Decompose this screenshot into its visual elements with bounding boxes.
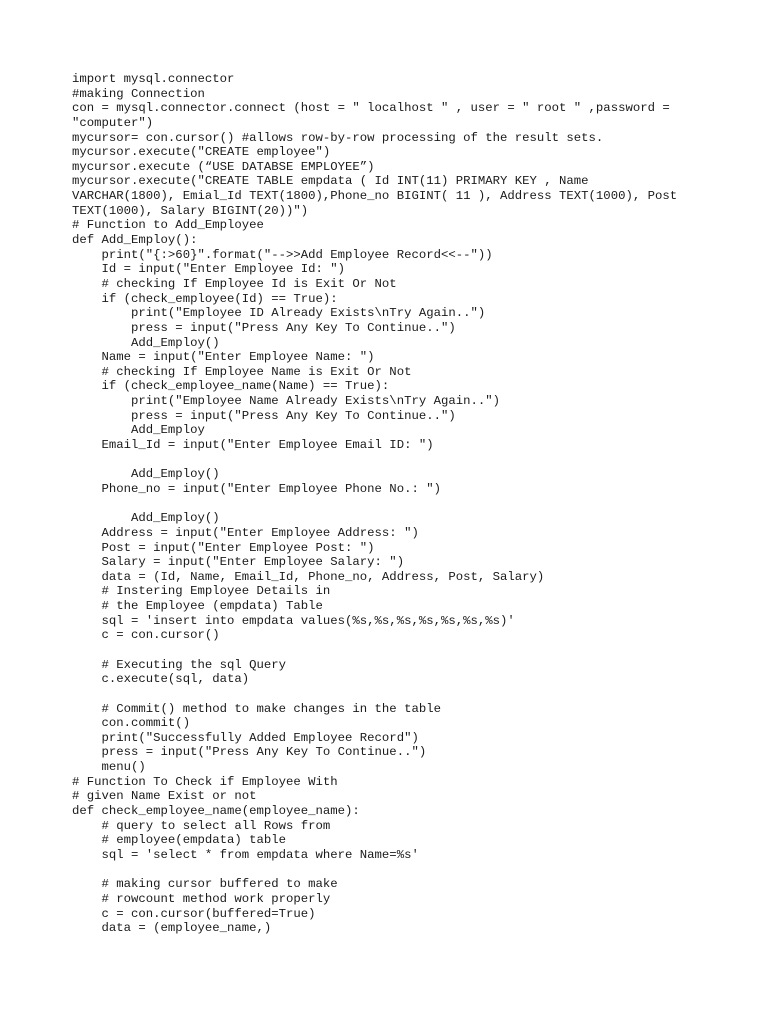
code-line: def Add_Employ(): [72,233,198,248]
code-line: press = input("Press Any Key To Continue..") [72,745,427,760]
code-line: con.commit() [72,716,191,731]
code-line: c = con.cursor(buffered=True) [72,906,316,921]
code-line: # Instering Employee Details in [72,584,331,599]
code-line: def check_employee_name(employee_name): [72,804,360,819]
code-line: TEXT(1000), Salary BIGINT(20))") [72,203,309,218]
code-line: VARCHAR(1800), Emial_Id TEXT(1800),Phone_no BIGINT( 11 ), Address TEXT(1000), Post [72,189,678,204]
code-line: mycursor.execute("CREATE employee") [72,145,331,160]
code-line [72,863,712,878]
code-line: con = mysql.connector.connect (host = " localhost " , user = " root " ,password = [72,101,670,116]
code-line: Address = input("Enter Employee Address: ") [72,525,419,540]
code-line: press = input("Press Any Key To Continue..") [72,408,456,423]
code-line: c = con.cursor() [72,628,220,643]
code-line: menu() [72,760,146,775]
code-line: mycursor.execute("CREATE TABLE empdata ( Id INT(11) PRIMARY KEY , Name [72,174,589,189]
code-line: Name = input("Enter Employee Name: ") [72,350,375,365]
code-listing [72,72,712,936]
code-line: Post = input("Enter Employee Post: ") [72,540,375,555]
code-line [72,687,712,702]
code-line: # the Employee (empdata) Table [72,599,323,614]
code-line: # checking If Employee Name is Exit Or Not [72,364,412,379]
code-line: import mysql.connector [72,72,235,86]
code-line: press = input("Press Any Key To Continue..") [72,320,456,335]
code-line: "computer") [72,115,154,130]
code-line: c.execute(sql, data) [72,672,250,687]
code-line: # checking If Employee Id is Exit Or Not [72,276,397,291]
code-line: print("{:>60}".format("-->>Add Employee Record<<--")) [72,247,493,262]
code-line: # Executing the sql Query [72,657,287,672]
code-line: print("Employee Name Already Exists\nTry Again..") [72,394,501,409]
code-line: Phone_no = input("Enter Employee Phone No.: ") [72,481,441,496]
code-line: data = (Id, Name, Email_Id, Phone_no, Address, Post, Salary) [72,569,545,584]
code-line: sql = 'insert into empdata values(%s,%s,%s,%s,%s,%s,%s)' [72,613,515,628]
code-line: if (check_employee_name(Name) == True): [72,379,390,394]
code-line: Email_Id = input("Enter Employee Email ID: ") [72,438,434,453]
code-line: print("Employee ID Already Exists\nTry Again..") [72,306,486,321]
code-line [72,497,712,512]
code-line: data = (employee_name,) [72,921,272,936]
code-line: mycursor= con.cursor() #allows row-by-row processing of the result sets. [72,130,604,145]
code-line [72,643,712,658]
code-line: # employee(empdata) table [72,833,287,848]
code-line: print("Successfully Added Employee Record") [72,730,419,745]
code-line: Salary = input("Enter Employee Salary: ") [72,555,405,570]
code-line: mycursor.execute (“USE DATABSE EMPLOYEE”) [72,159,375,174]
code-line: # Commit() method to make changes in the table [72,701,441,716]
code-line: # making cursor buffered to make [72,877,338,892]
code-line: Id = input("Enter Employee Id: ") [72,262,346,277]
code-line [72,453,712,468]
code-line: #making Connection [72,86,205,101]
code-line: Add_Employ [72,423,205,438]
code-line: # given Name Exist or not [72,789,257,804]
code-line: # query to select all Rows from [72,818,331,833]
code-line: Add_Employ() [72,335,220,350]
code-line: # Function to Add_Employee [72,218,264,233]
code-line: sql = 'select * from empdata where Name=%s' [72,847,419,862]
code-line: # rowcount method work properly [72,891,331,906]
code-line: # Function To Check if Employee With [72,774,338,789]
code-line: Add_Employ() [72,467,220,482]
code-line: Add_Employ() [72,511,220,526]
code-line: if (check_employee(Id) == True): [72,291,338,306]
